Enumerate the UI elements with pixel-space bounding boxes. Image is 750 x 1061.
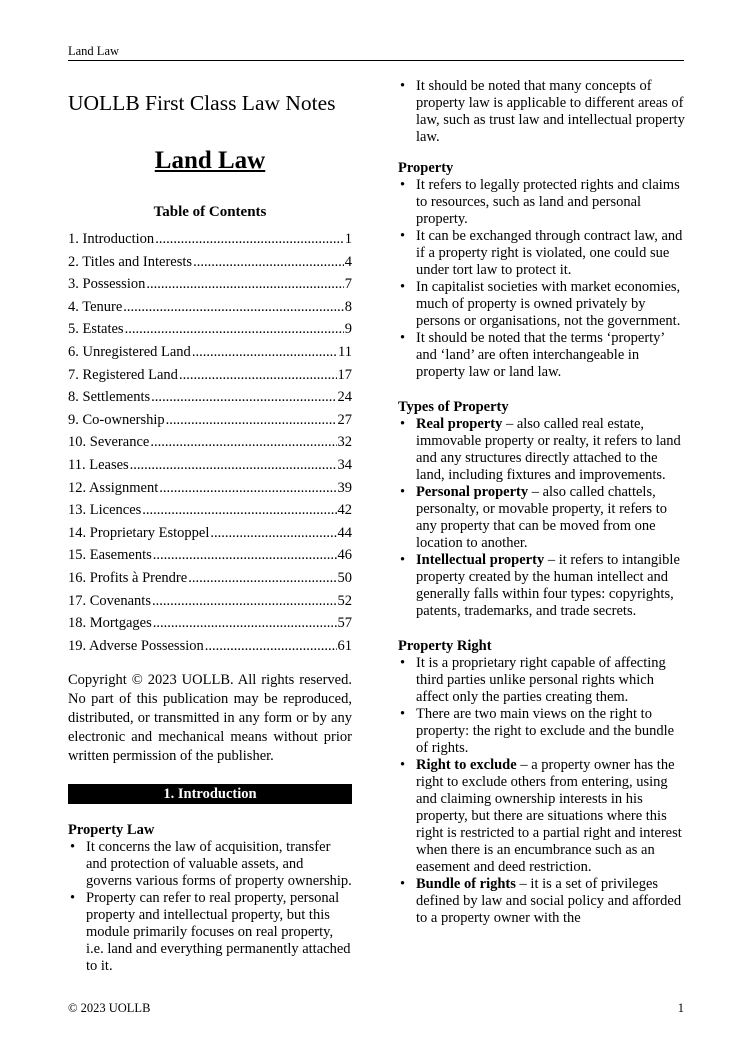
list-item: • It should be noted that many concepts of property law is applicable to different areas of law, such as trust law and intellectual property law. — [398, 78, 688, 146]
term-definition: – it refers to intangible property created by the human intellect and generally falls within four types: copyrights, patents, trademarks, and trade secrets. — [416, 552, 680, 619]
list-item: • It can be exchanged through contract law, and if a property right is violated, one could sue under tort law to protect it. — [398, 228, 688, 279]
toc-item[interactable] — [68, 296, 352, 319]
list-item: • It refers to legally protected rights and claims to resources, such as land and personal property. — [398, 177, 688, 228]
term-personal-property: Personal property — [416, 484, 529, 500]
toc-item-title: 13. Licences — [68, 502, 142, 519]
section-heading-introduction: 1. Introduction — [68, 784, 352, 804]
toc-leader — [125, 318, 344, 341]
running-header: Land Law — [68, 44, 120, 58]
list-item: • It should be noted that the terms ‘property’ and ‘land’ are often interchangeable in property law or land law. — [398, 330, 688, 381]
toc-item-title: 14. Proprietary Estoppel — [68, 524, 210, 541]
footer-copyright: © 2023 UOLLB — [68, 1001, 151, 1015]
list-item — [398, 876, 688, 927]
toc-item-page: 57 — [337, 615, 352, 632]
term-right-to-exclude: Right to exclude — [416, 757, 517, 773]
list-item: • It concerns the law of acquisition, transfer and protection of valuable assets, and governs various forms of property ownership. — [68, 839, 352, 890]
toc-item-title: 7. Registered Land — [68, 366, 178, 383]
toc-item[interactable] — [68, 590, 352, 613]
toc-item-title: 3. Possession — [68, 276, 146, 293]
toc-item-title: 12. Assignment — [68, 479, 159, 496]
list-item: • In capitalist societies with market economies, much of property is owned privately by persons or organisations, not the government. — [398, 279, 688, 330]
toc-item-page: 34 — [337, 456, 352, 473]
toc-item[interactable] — [68, 522, 352, 545]
toc-item[interactable] — [68, 544, 352, 567]
term-real-property: Real property — [416, 416, 503, 432]
property-law-heading: Property Law — [68, 822, 155, 839]
toc-item[interactable] — [68, 431, 352, 454]
document-title: Land Law — [154, 147, 266, 174]
table-of-contents — [68, 228, 352, 657]
toc-item-page: 27 — [337, 411, 352, 428]
toc-leader — [151, 386, 336, 409]
toc-item[interactable] — [68, 567, 352, 590]
toc-leader — [159, 477, 336, 500]
list-item — [398, 484, 688, 552]
copyright-notice: Copyright © 2023 UOLLB. All rights reserved. No part of this publication may be reproduced, distributed, or transmitted in any form or by any electronic and mechanical means without prior written permission of the publisher. — [68, 672, 352, 765]
toc-item-page: 1 — [344, 231, 352, 247]
intro-continuation-list — [398, 78, 688, 146]
term-definition: – also called chattels, personalty, or movable property, it refers to any property that can be moved from one location to another. — [416, 484, 667, 551]
toc-leader — [166, 409, 337, 432]
toc-item[interactable] — [68, 273, 352, 296]
toc-leader — [150, 431, 336, 454]
left-column — [68, 86, 352, 975]
toc-leader — [188, 567, 336, 590]
toc-item-title: 16. Profits à Prendre — [68, 569, 188, 586]
term-definition: – also called real estate, immovable property or realty, it refers to land and any structures directly attached to the land, including fixtures and improvements. — [416, 416, 681, 483]
toc-leader — [142, 499, 336, 522]
toc-item-page: 44 — [337, 524, 352, 541]
toc-leader — [192, 341, 337, 364]
toc-item-title: 5. Estates — [68, 321, 124, 338]
header-rule — [68, 60, 684, 61]
list-item: • Property can refer to real property, personal property and intellectual property, but this module primarily focuses on real property, i.e. land and everything permanently attached to it. — [68, 890, 352, 975]
toc-item-page: 50 — [337, 569, 352, 586]
toc-item-title: 15. Easements — [68, 547, 152, 564]
toc-leader — [146, 273, 343, 296]
list-item: • There are two main views on the right to property: the right to exclude and the bundle of rights. — [398, 706, 688, 757]
toc-item-title: 4. Tenure — [68, 298, 123, 315]
toc-item-page: 39 — [337, 479, 352, 496]
toc-item-page: 4 — [344, 253, 352, 270]
property-heading: Property — [398, 160, 454, 176]
toc-item-title: 17. Covenants — [68, 592, 151, 609]
toc-leader — [205, 635, 337, 658]
right-column — [398, 78, 688, 927]
toc-heading: Table of Contents — [153, 204, 267, 220]
toc-item-page: 61 — [337, 637, 352, 654]
toc-item[interactable] — [68, 386, 352, 409]
toc-item[interactable] — [68, 318, 352, 341]
toc-item-page: 24 — [337, 389, 352, 406]
toc-leader — [210, 522, 336, 545]
list-item — [398, 416, 688, 484]
toc-item-title: 10. Severance — [68, 434, 150, 451]
property-right-list — [398, 655, 688, 927]
property-right-heading: Property Right — [398, 638, 492, 654]
property-list — [398, 177, 688, 381]
toc-item-title: 6. Unregistered Land — [68, 343, 191, 360]
toc-item[interactable] — [68, 635, 352, 658]
series-title: UOLLB First Class Law Notes — [68, 91, 336, 115]
toc-item-title: 2. Titles and Interests — [68, 253, 193, 270]
toc-item-page: 9 — [344, 321, 352, 338]
toc-item[interactable] — [68, 409, 352, 432]
toc-item[interactable] — [68, 499, 352, 522]
list-item — [398, 552, 688, 620]
toc-item[interactable] — [68, 454, 352, 477]
toc-item-title: 9. Co-ownership — [68, 411, 165, 428]
toc-item-title: 11. Leases — [68, 456, 129, 473]
toc-item-page: 11 — [338, 343, 352, 360]
toc-item-page: 32 — [337, 434, 352, 451]
page-number: 1 — [677, 1001, 684, 1015]
toc-leader — [152, 590, 337, 613]
types-of-property-heading: Types of Property — [398, 399, 509, 415]
toc-item-title: 18. Mortgages — [68, 615, 152, 632]
toc-item[interactable] — [68, 612, 352, 635]
toc-item[interactable] — [68, 477, 352, 500]
toc-item-page: 52 — [337, 592, 352, 609]
toc-leader — [123, 296, 343, 319]
toc-item[interactable] — [68, 364, 352, 387]
toc-leader — [179, 364, 337, 387]
toc-item-page: 42 — [337, 502, 352, 519]
toc-leader — [155, 228, 344, 251]
toc-item-page: 8 — [344, 298, 352, 315]
list-item: • It is a proprietary right capable of affecting third parties unlike personal rights which affect only the parties creating them. — [398, 655, 688, 706]
toc-item[interactable] — [68, 251, 352, 274]
term-definition: – a property owner has the right to exclude others from entering, using and claiming ownership interests in his property, but there are situations where this right is restricted to a partial right and interest when there is an encumbrance such as an easement and deed restriction. — [416, 757, 682, 875]
list-item — [398, 757, 688, 876]
term-definition: – it is a set of privileges defined by law and social policy and afforded to a property owner with the — [416, 876, 682, 926]
toc-item[interactable] — [68, 341, 352, 364]
toc-leader — [193, 251, 344, 274]
toc-item-title: 8. Settlements — [68, 389, 151, 406]
toc-item-page: 7 — [344, 276, 352, 293]
toc-item-title: 19. Adverse Possession — [68, 637, 204, 654]
toc-leader — [153, 544, 337, 567]
toc-item-page: 46 — [337, 547, 352, 564]
toc-item-page: 17 — [337, 366, 352, 383]
toc-item-title: 1. Introduction — [68, 231, 155, 247]
term-bundle-of-rights: Bundle of rights — [416, 876, 516, 892]
term-intellectual-property: Intellectual property — [416, 552, 545, 568]
types-of-property-list — [398, 416, 688, 620]
property-law-list — [68, 839, 352, 975]
toc-item[interactable] — [68, 228, 352, 251]
toc-leader — [130, 454, 337, 477]
toc-leader — [153, 612, 337, 635]
